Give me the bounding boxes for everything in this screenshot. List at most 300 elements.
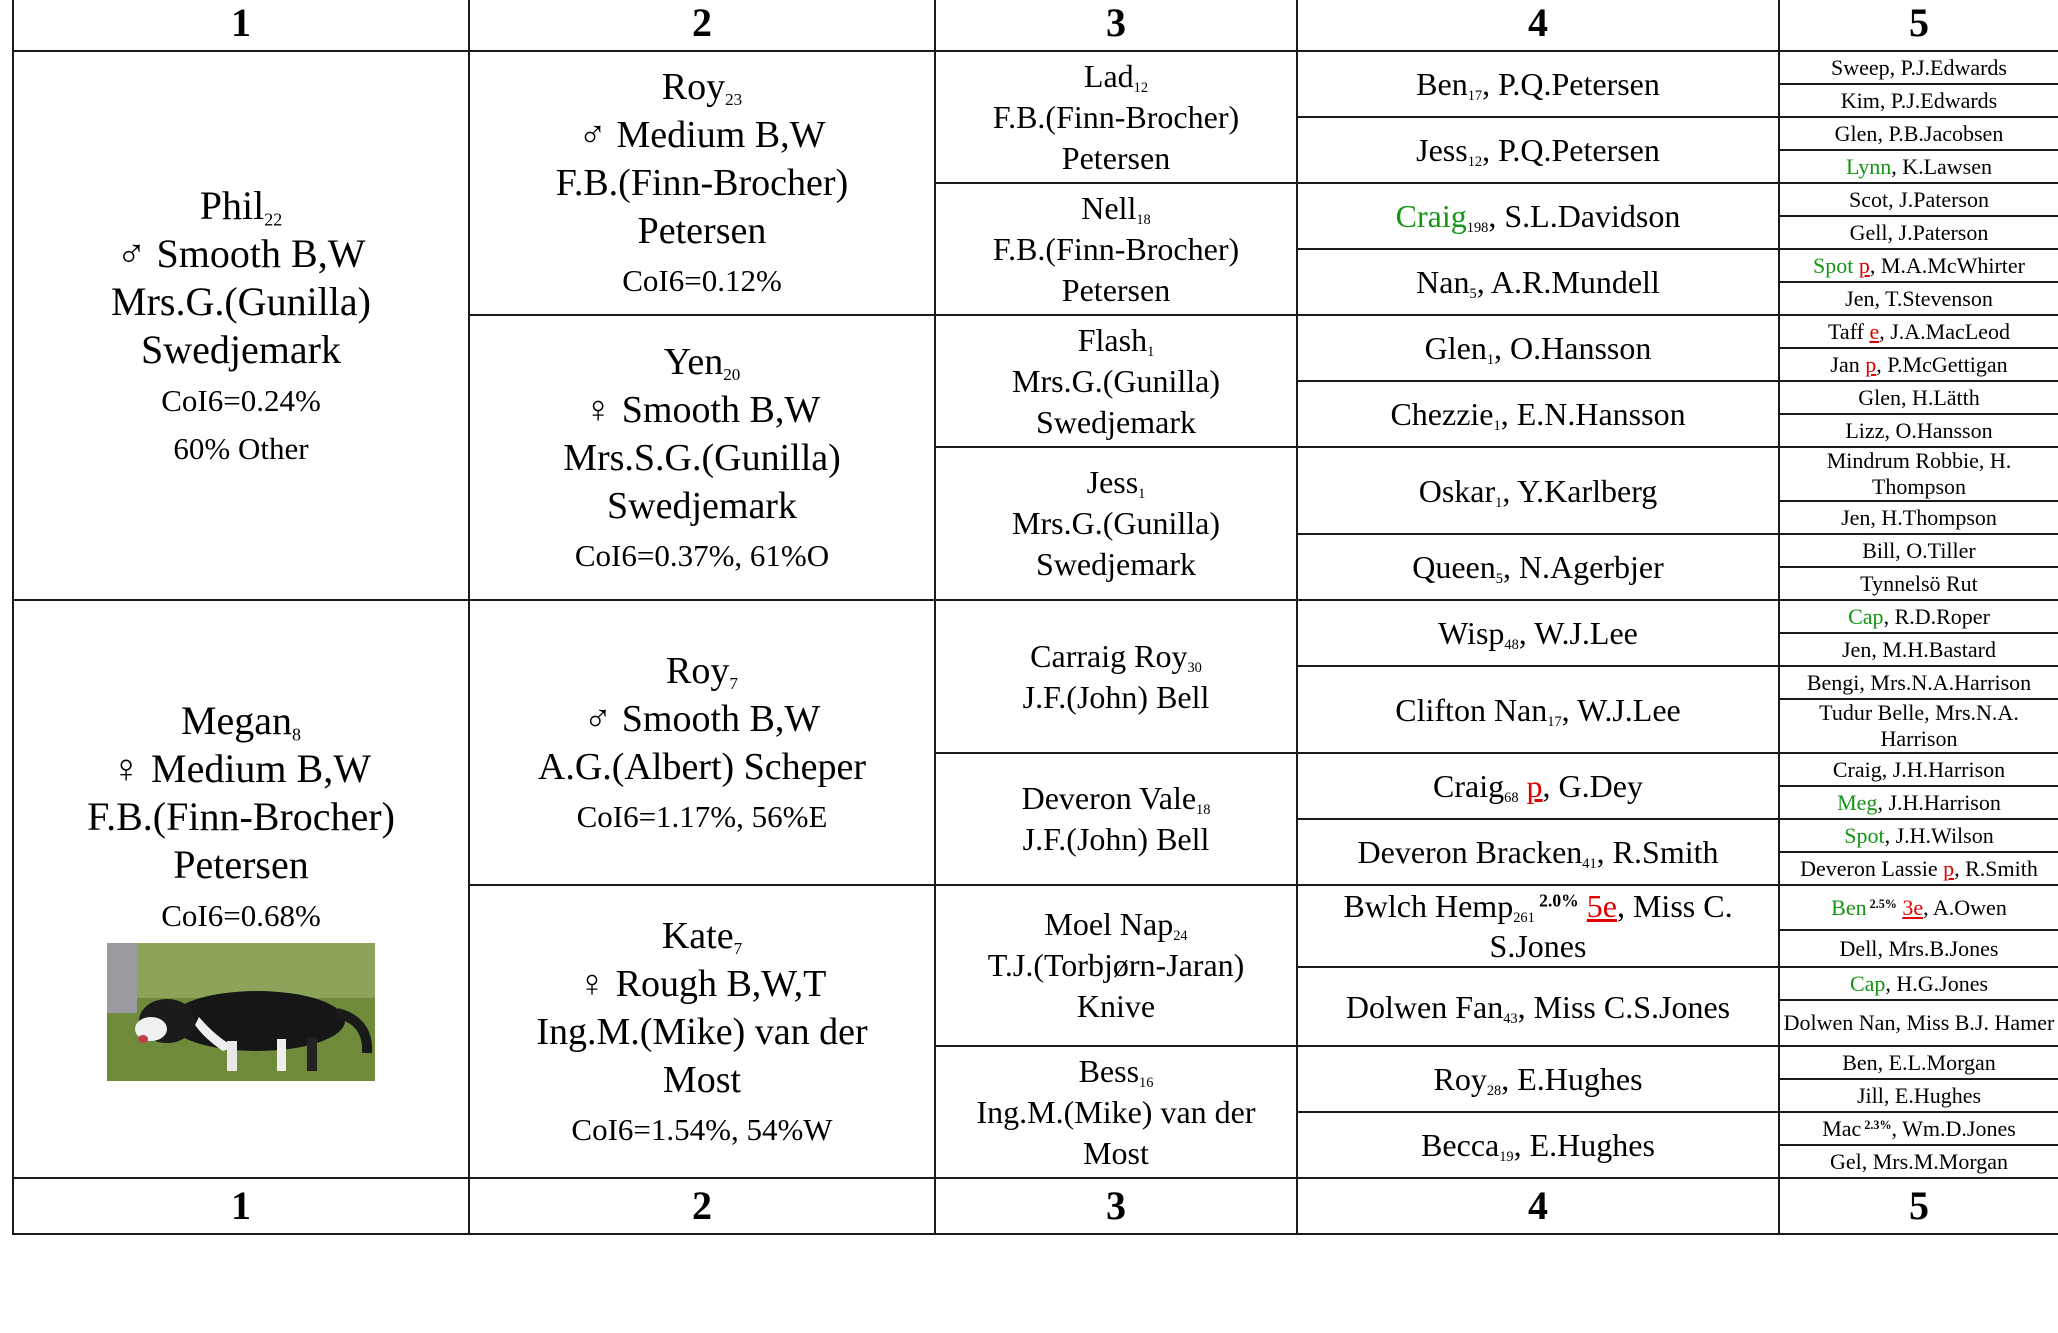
coi-percent: 2.5% [1866,896,1897,911]
owner: , Mrs.B.Jones [1877,935,1999,961]
dog-name: Ben [1842,1049,1878,1075]
gen2-dog [469,315,935,600]
dog-number: 16 [1139,1074,1154,1091]
dog-number: 7 [733,938,743,958]
owner: , Wm.D.Jones [1891,1115,2016,1141]
sex-coat: ♀ Medium B,W [111,746,371,791]
owner: , S.L.Davidson [1488,198,1681,234]
gen5-name-line [1822,1116,2016,1141]
owner: , E.N.Hansson [1500,396,1686,432]
owner: , E.L.Morgan [1877,1049,1996,1075]
dog-number: 22 [264,208,283,229]
owner: Ing.M.(Mike) van der [536,1010,868,1053]
gen5-dog [1779,666,2058,699]
dog-name: Kim [1840,87,1880,113]
sex-coat: ♀ Rough B,W,T [577,962,827,1005]
pedigree-table [12,0,2058,1235]
gen5-dog [1779,51,2058,84]
dog-number: 20 [723,364,741,384]
gen1-name-line [181,698,301,743]
owner: , J.Paterson [1887,219,1989,245]
dog-name: Jen [1845,285,1875,311]
dog-number: 1 [1495,494,1503,511]
dog-name: Lad [1083,57,1134,94]
gen5-name-line [1800,856,2038,881]
gen5-dog [1779,930,2058,967]
owner: , A.R.Mundell [1476,264,1660,300]
dog-name: Taff [1828,318,1864,344]
dog-name: Bengi [1806,669,1860,695]
gen5-name-line [1850,971,1988,996]
gen5-name-line [1830,1149,2008,1174]
owner: A.G.(Albert) Scheper [537,745,867,788]
flag-marker: p [1858,252,1870,278]
gen4-dog [1297,447,1779,534]
owner: , J.H.Wilson [1884,822,1994,848]
owner: F.B.(Finn-Brocher) [555,162,849,204]
flag-marker: 5e [1586,888,1617,924]
gen3-dog [935,753,1297,885]
owner: Most [1083,1134,1149,1171]
owner: , W.J.Lee [1561,691,1681,728]
owner: , Mrs.M.Morgan [1861,1148,2009,1174]
gen5-name-line [1842,637,1996,662]
gen5-dog [1779,249,2058,282]
gen4-dog [1297,51,1779,117]
gen3-dog [935,600,1297,753]
owner: , O.Hansson [1884,417,1993,443]
gen5-name-line [1860,571,1978,596]
owner: J.F.(John) Bell [1022,678,1210,715]
gen4-name-line [1416,66,1660,105]
owner: , E.Hughes [1513,1127,1655,1163]
gen5-name-line [1835,121,2004,146]
gen4-dog [1297,249,1779,315]
dog-name: Lynn [1845,153,1892,179]
gen4-dog [1297,819,1779,885]
gen4-name-line [1416,264,1660,303]
footer-cell-4: 4 [1297,1178,1779,1234]
owner: , O.Hansson [1494,330,1652,366]
gen5-dog [1779,1145,2058,1178]
owner: , W.J.Lee [1518,615,1638,651]
owner: Swedjemark [1036,403,1196,440]
header-cell-1: 1 [13,0,469,51]
dog-number: 198 [1466,220,1489,237]
gen5-name-line [1848,604,1990,629]
owner: , R.D.Roper [1883,603,1990,629]
gen4-name-line [1438,615,1638,654]
dog-name: Megan [180,698,293,743]
gen4-dog [1297,1112,1779,1178]
dog-number: 41 [1582,856,1597,873]
dog-name: Craig [1433,768,1505,804]
owner: , Miss C. S.Jones [1489,888,1733,964]
gen5-dog [1779,1079,2058,1112]
gen2-name-line [662,66,742,108]
gen5-name-line [1833,757,2005,782]
gen5-dog [1779,967,2058,1000]
gen3-name-line [1044,906,1188,945]
gen5-dog [1779,819,2058,852]
dog-name: Roy [666,649,730,692]
dog-name: Jess [1416,132,1468,168]
gen2-dog [469,600,935,885]
owner: Petersen [1061,139,1171,176]
gen4-dog [1297,666,1779,753]
coi-percent: 2.0% [1534,890,1579,911]
owner: , Mrs.N.A.Harrison [1859,669,2032,695]
dog-name: Tudur Belle [1819,700,1925,725]
owner: Swedjemark [1036,546,1196,582]
dog-number: 19 [1499,1149,1514,1166]
gen5-dog [1779,117,2058,150]
coi-value: CoI6=0.24% [161,382,321,418]
owner: , M.H.Bastard [1871,636,1996,662]
dog-number: 7 [729,673,738,693]
dog-name: Spot [1844,822,1885,848]
gen1-name-line [200,183,282,228]
dog-number: 12 [1467,154,1483,171]
gen3-dog [935,315,1297,447]
dog-number: 18 [1136,211,1151,228]
owner: F.B.(Finn-Brocher) [992,230,1240,267]
gen5-name-line [1830,352,2007,377]
dog-name: Wisp [1438,615,1505,651]
pedigree-row [13,600,2058,633]
owner: , O.Tiller [1895,537,1976,563]
dog-name: Jen [1842,636,1872,662]
flag-marker: e [1869,318,1880,344]
dog-number: 1 [1486,352,1495,369]
owner: , K.Lawsen [1891,153,1993,179]
gen5-name-line [1857,1083,1981,1108]
gen3-dog [935,885,1297,1046]
gen4-name-line [1357,834,1719,873]
dog-name: Scot [1849,186,1889,212]
dog-name: Dolwen Fan [1345,988,1504,1025]
gen3-name-line [1086,464,1146,503]
owner: T.J.(Torbjørn-Jaran) [987,947,1245,983]
dog-name: Gell [1849,219,1888,245]
dog-name: Cap [1849,970,1886,996]
owner: , J.H.Harrison [1877,789,2001,815]
dog-name: Ben [1416,66,1468,102]
coi-value: CoI6=0.37%, 61%O [574,537,830,573]
owner: , P.Q.Petersen [1482,132,1660,168]
gen3-name-line [1021,780,1211,819]
dog-name: Queen [1412,549,1496,585]
dog-name: Jess [1086,464,1139,500]
dog-name: Clifton Nan [1395,691,1548,728]
header-row [13,0,2058,51]
gen4-dog [1297,534,1779,600]
gen5-name-line [1845,286,1993,311]
gen5-dog [1779,534,2058,567]
gen3-name-line [1079,1053,1154,1089]
dog-name: Craig [1832,756,1882,782]
owner: Mrs.S.G.(Gunilla) [563,436,841,479]
dog-name: Jill [1856,1082,1884,1108]
coi-value: CoI6=1.54%, 54%W [571,1111,833,1147]
dog-number: 48 [1504,637,1519,654]
dog-number: 1 [1138,486,1146,503]
gen1-dog [13,600,469,1178]
owner: , M.A.McWhirter [1869,252,2026,278]
dog-number: 8 [292,724,302,745]
owner: , H.Thompson [1870,504,1997,530]
owner: Mrs.G.(Gunilla) [111,278,371,324]
owner: Mrs.G.(Gunilla) [1012,505,1220,541]
gen2-name-line [666,650,738,692]
gen4-dog [1297,753,1779,819]
dog-number: 23 [725,89,743,109]
footer-row [13,1178,2058,1234]
owner: Swedjemark [607,484,797,527]
dog-name: Kate [661,914,734,957]
gen4-dog [1297,600,1779,666]
dog-name: Ben [1831,894,1867,920]
coi-value: CoI6=0.68% [161,898,321,933]
sex-coat: ♂ Smooth B,W [583,697,821,740]
pedigree-row [13,51,2058,84]
gen5-dog [1779,348,2058,381]
gen2-dog [469,885,935,1178]
owner: , P.J.Edwards [1889,54,2007,80]
gen5-name-line [1842,1050,1996,1075]
dog-name: Gel [1829,1148,1862,1174]
gen4-name-line [1346,989,1730,1025]
coi-value: CoI6=1.17%, 56%E [576,798,828,834]
gen4-dog [1297,1046,1779,1112]
dog-name: Dell [1839,935,1878,961]
gen5-name-line [1850,220,1989,245]
owner: Knive [1076,988,1156,1024]
gen4-dog [1297,885,1779,967]
dog-name: Glen [1858,384,1901,410]
gen5-dog [1779,753,2058,786]
footer-cell-1: 1 [13,1178,469,1234]
gen5-name-line [1784,1010,2055,1035]
flag-marker: p [1943,855,1955,881]
gen3-dog [935,51,1297,183]
dog-name: Tynnelsö Rut [1860,570,1978,596]
header-cell-3: 3 [935,0,1297,51]
dog-number: 1 [1147,343,1155,360]
dog-number: 17 [1467,88,1483,105]
gen3-name-line [1081,190,1150,226]
sex-coat: ♀ Smooth B,W [583,388,821,431]
dog-number: 24 [1173,928,1188,945]
gen3-name-line [1078,322,1155,358]
dog-name: Lizz [1845,417,1885,443]
dog-number: 1 [1493,418,1501,435]
footer-cell-5: 5 [1779,1178,2058,1234]
gen4-name-line [1433,768,1643,807]
owner: , A.Owen [1923,894,2007,920]
dog-number: 5 [1469,286,1477,303]
gen5-name-line [1849,187,1989,212]
owner: , Miss C.S.Jones [1517,988,1731,1025]
gen5-dog [1779,216,2058,249]
owner: , H. Thompson [1871,448,2012,499]
footer-cell-2: 2 [469,1178,935,1234]
gen4-dog [1297,967,1779,1046]
owner: , R.Smith [1596,834,1719,870]
gen5-dog [1779,852,2058,885]
footer-cell-3: 3 [935,1178,1297,1234]
gen4-name-line [1421,1127,1655,1166]
sex-coat: ♂ Medium B,W [578,114,826,156]
gen3-name-line [1030,638,1202,674]
gen4-dog [1297,117,1779,183]
owner: Petersen [1061,271,1171,308]
gen5-name-line [1828,319,2010,344]
dog-photo [107,943,375,1081]
header-cell-5: 5 [1779,0,2058,51]
dog-name: Chezzie [1390,396,1494,432]
gen5-name-line [1827,448,2012,499]
owner: Mrs.G.(Gunilla) [1012,362,1220,399]
gen5-dog [1779,699,2058,753]
dog-name: Jan [1830,351,1860,377]
gen5-name-line [1831,895,2007,920]
owner: , E.Hughes [1883,1082,1982,1108]
gen5-dog [1779,381,2058,414]
gen5-dog [1779,1000,2058,1046]
gen4-dog [1297,315,1779,381]
owner: F.B.(Finn-Brocher) [992,98,1240,135]
owner: J.F.(John) Bell [1022,821,1210,857]
dog-name: Dolwen Nan [1783,1010,1896,1035]
gen5-name-line [1846,154,1992,179]
owner: , E.Hughes [1501,1061,1643,1097]
gen5-name-line [1837,790,2001,815]
gen2-name-line [662,915,742,957]
gen5-dog [1779,150,2058,183]
owner: Most [662,1058,742,1101]
gen5-name-line [1858,385,1980,410]
dog-name: Spot [1812,252,1854,278]
owner: Ing.M.(Mike) van der [976,1093,1256,1130]
dog-name: Deveron Bracken [1357,834,1583,870]
owner: , P.J.Edwards [1879,87,1998,113]
header-cell-2: 2 [469,0,935,51]
dog-number: 12 [1133,79,1149,96]
gen3-dog [935,447,1297,600]
gen5-name-line [1844,823,1993,848]
dog-name: Bess [1078,1052,1140,1089]
gen5-dog [1779,1046,2058,1079]
owner: Swedjemark [141,326,341,372]
gen5-name-line [1819,700,2019,751]
dog-name: Becca [1421,1127,1500,1163]
owner: Petersen [637,210,767,252]
dog-name: Roy [661,66,726,108]
owner: , P.B.Jacobsen [1877,120,2004,146]
gen4-name-line [1412,549,1664,588]
gen3-dog [935,1046,1297,1178]
dog-number: 43 [1503,1010,1518,1027]
owner: , J.Paterson [1888,186,1989,212]
gen2-name-line [664,341,741,383]
owner: , P.Q.Petersen [1482,66,1660,102]
gen5-name-line [1845,418,1992,443]
dog-name: Yen [663,340,724,383]
dog-name: Bwlch Hemp [1343,888,1514,924]
flag-marker: 3e [1902,894,1924,920]
gen2-dog [469,51,935,315]
gen5-dog [1779,600,2058,633]
dog-number: 18 [1196,802,1211,819]
gen3-name-line [1084,58,1148,94]
gen5-dog [1779,447,2058,501]
sex-coat: ♂ Smooth B,W [116,230,366,276]
gen5-dog [1779,501,2058,534]
gen3-dog [935,183,1297,315]
gen5-dog [1779,567,2058,600]
gen5-dog [1779,633,2058,666]
owner: , H.G.Jones [1885,970,1989,996]
gen5-name-line [1831,55,2007,80]
gen4-dog [1297,381,1779,447]
owner: , T.Stevenson [1874,285,1993,311]
owner: F.B.(Finn-Brocher) [87,794,395,839]
dog-name: Nell [1081,189,1137,226]
dog-name: Glen [1424,330,1487,366]
flag-marker: p [1865,351,1877,377]
dog-name: Cap [1848,603,1884,629]
gen5-dog [1779,885,2058,930]
owner: , H.Lätth [1900,384,1980,410]
dog-name: Meg [1837,789,1878,815]
dog-number: 17 [1547,713,1562,730]
coi-percent: 2.3% [1861,1117,1892,1132]
owner: , G.Dey [1542,768,1643,804]
dog-number: 261 [1513,910,1535,927]
gen5-dog [1779,282,2058,315]
gen4-name-line [1395,198,1681,237]
owner: , J.A.MacLeod [1879,318,2010,344]
gen5-name-line [1840,936,1999,961]
dog-name: Oskar [1418,472,1496,509]
dog-name: Moel Nap [1044,906,1174,942]
dog-name: Phil [199,182,265,228]
dog-name: Nan [1416,264,1470,300]
dog-number: 5 [1495,571,1503,588]
dog-name: Glen [1834,120,1878,146]
coi-value: CoI6=0.12% [622,263,782,298]
dog-name: Carraig Roy [1030,637,1188,674]
owner: , Y.Karlberg [1502,472,1658,509]
owner: Petersen [173,842,309,887]
owner: , R.Smith [1954,855,2038,881]
gen5-dog [1779,1112,2058,1145]
gen4-name-line [1343,888,1732,964]
dog-number: 68 [1504,790,1519,807]
gen4-name-line [1390,396,1686,435]
gen4-name-line [1416,132,1660,171]
dog-name: Deveron Lassie [1800,855,1938,881]
gen5-name-line [1841,88,1997,113]
dog-name: Mac [1822,1115,1862,1141]
owner: , P.McGettigan [1876,351,2008,377]
header-cell-4: 4 [1297,0,1779,51]
dog-name: Deveron Vale [1021,780,1197,816]
gen5-dog [1779,84,2058,117]
dog-name: Roy [1433,1061,1487,1097]
breed-mix: 60% Other [173,430,309,466]
